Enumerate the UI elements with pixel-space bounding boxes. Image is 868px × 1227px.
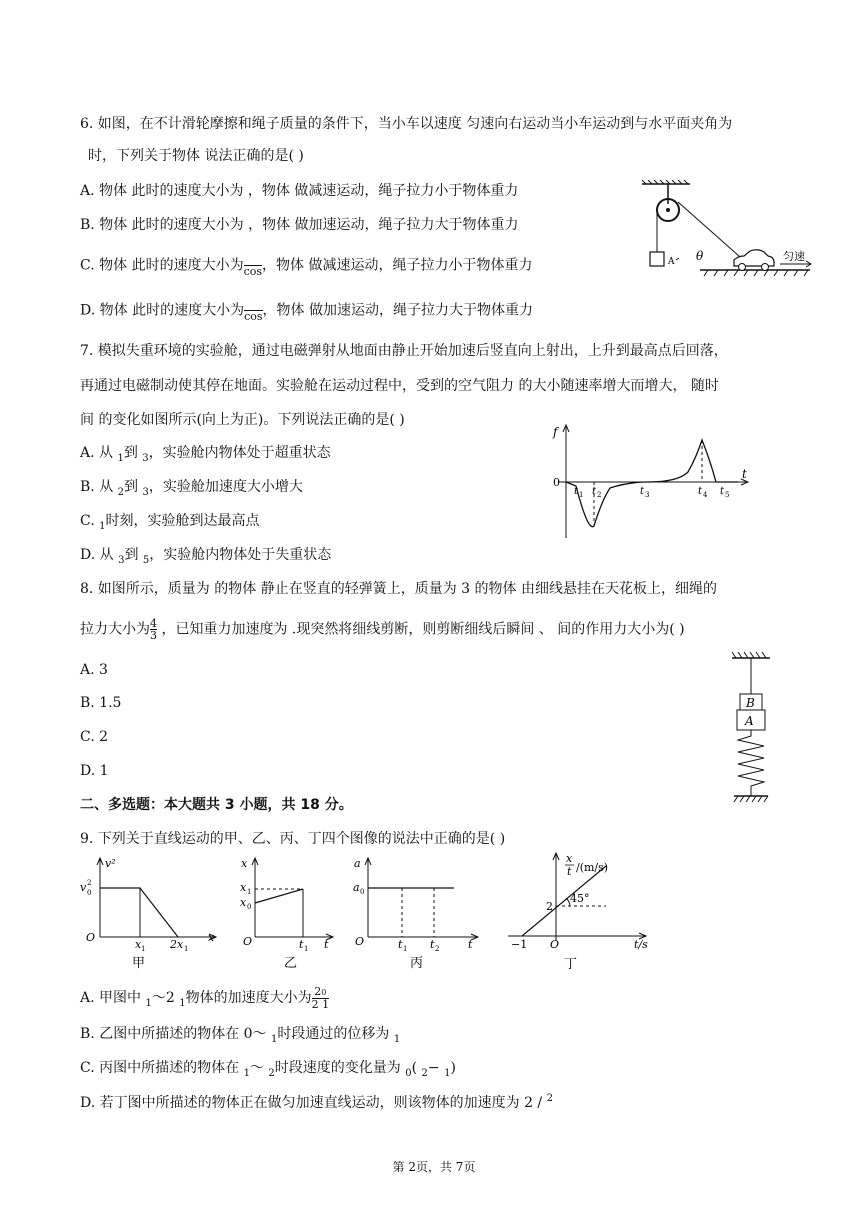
page-footer: 第 2页，共 7页 [392,1160,476,1174]
q8-fraction: $\frac{4}{3}$ [150,617,157,642]
svg-text:t: t [592,486,597,497]
q9-graph-ding [506,848,656,970]
q6-option-d-cos: cos [244,310,263,323]
svg-text:O: O [86,931,96,944]
svg-text:t: t [468,938,473,951]
svg-text:3: 3 [645,491,650,499]
q9-option-a: A. 甲图中 $_1$～2 $_1$物体的加速度大小为$\frac{20}{2 1}$ [80,985,330,1011]
svg-text:4: 4 [703,491,708,499]
q6-option-c-cos: cos [243,265,263,278]
svg-text:O: O [243,935,253,948]
svg-text:v²: v² [105,857,116,870]
q9-stem: 9. 下列关于直线运动的甲、乙、丙、丁四个图像的说法中正确的是( ) [80,831,506,847]
q8-stem-line1: 8. 如图所示，质量为 的物体 静止在竖直的轻弹簧上，质量为 3 的物体 由细线悬挂在天花板上，细绳的 [80,581,717,597]
q8-option-d: D. 1 [80,763,109,779]
q6-fig-label-speed: 匀速 [783,250,805,263]
svg-text:2: 2 [597,491,602,499]
svg-text:5: 5 [725,491,730,499]
svg-text:2x: 2x [170,938,184,951]
svg-text:O: O [355,935,365,948]
car-icon [734,250,774,271]
q6-option-d-fraction [244,299,262,322]
svg-text:x: x [135,938,142,951]
svg-text:x: x [240,896,247,909]
svg-text:45°: 45° [570,892,590,905]
q7-graph-zero: 0 [553,476,560,489]
svg-text:t: t [398,938,403,951]
svg-text:t: t [574,486,579,497]
block-a-icon [650,252,664,266]
spring-icon [738,730,764,796]
q8-option-a: A. 3 [80,662,108,678]
svg-text:1: 1 [304,945,309,953]
svg-text:−1: −1 [511,938,528,951]
svg-text:t: t [299,938,304,951]
q6-option-b: B. 物体 此时的速度大小为 ，物体 做加速运动，绳子拉力大于物体重力 [80,217,519,233]
svg-text:a: a [354,857,361,870]
q7-graph-f: f [553,425,558,439]
q7-stem-line1: 7. 模拟失重环境的实验舱，通过电磁弹射从地面由静止开始加速后竖直向上射出，上升到最高点后回落， [80,343,728,359]
q7-option-b: B. 从 $_2$到 $_3$，实验舱加速度大小增大 [80,479,303,498]
q9-option-c: C. 丙图中所描述的物体在 $_1$～ $_2$时段速度的变化量为 $_0$( $_2$− $_1$) [80,1060,456,1079]
svg-text:x: x [208,931,215,944]
q6-option-c [80,254,532,277]
svg-text:t: t [720,486,725,497]
q8-fig-label-b: B [746,696,755,710]
section-heading: 二、多选题：本大题共 3 小题，共 18 分。 [80,797,353,813]
q8-spring-figure [726,650,776,805]
q7-option-d: D. 从 $_3$到 $_5$，实验舱内物体处于失重状态 [80,547,332,566]
q7-stem-line2: 再通过电磁制动使其停在地面。实验舱在运动过程中，受到的空气阻力 的大小随速率增大而增大， 随时 [80,378,719,394]
q9-graph-yi-name: 乙 [284,956,298,970]
svg-text:2: 2 [87,879,92,887]
q7-force-time-graph [548,420,758,540]
q9-graph-yi [238,855,338,970]
q7-graph-t: t [742,467,747,481]
q6-stem-line2: 时，下列关于物体 说法正确的是( ) [88,148,304,164]
svg-text:x: x [240,881,247,894]
q6-option-c-text1: C. 物体 此时的速度大小为 [80,257,244,274]
svg-text:0: 0 [360,888,365,896]
q9-option-a-fraction: $\frac{20}{2 1}$ [311,985,330,1011]
svg-text:t: t [324,938,329,951]
svg-text:2: 2 [546,900,553,913]
q9-graph-bing-name: 丙 [410,956,424,970]
svg-text:v: v [80,881,87,894]
svg-text:a: a [353,881,360,894]
q8-stem-line2: 拉力大小为$\frac{4}{3}$ ，已知重力加速度为 .现突然将细线剪断，则剪断细线后瞬间 、 间的作用力大小为( ) [80,617,685,642]
q7-option-c: C. $_1$时刻，实验舱到达最高点 [80,513,260,532]
svg-text:1: 1 [579,491,584,499]
q6-option-c-fraction [244,254,262,277]
q6-stem-line1: 6. 如图，在不计滑轮摩擦和绳子质量的条件下，当小车以速度 匀速向右运动当小车运动到与水平面夹角为 [80,116,733,132]
svg-text:1: 1 [141,945,146,953]
q7-option-a: A. 从 $_1$到 $_3$，实验舱内物体处于超重状态 [80,445,331,464]
q7-stem-line3: 间 的变化如图所示(向上为正)。下列说法正确的是( ) [80,412,405,428]
svg-text:1: 1 [184,945,189,953]
svg-text:x: x [241,857,248,870]
q8-fig-label-a: A [745,714,754,728]
q6-pulley-figure [638,180,818,280]
svg-text:2: 2 [435,945,440,953]
svg-text:t: t [698,486,703,497]
q9-option-b: B. 乙图中所描述的物体在 0～ $_1$时段通过的位移为 $_1$ [80,1026,401,1045]
svg-text:0: 0 [87,889,92,897]
svg-text:1: 1 [403,945,408,953]
q6-option-d-text1: D. 物体 此时的速度大小为 [80,302,245,319]
svg-text:0: 0 [247,903,252,911]
svg-text:t: t [430,938,435,951]
q9-graph-jia-name: 甲 [132,956,146,970]
q8-option-c: C. 2 [80,729,109,745]
svg-text:/(m/s): /(m/s) [576,861,609,874]
q6-option-a: A. 物体 此时的速度大小为 ，物体 做减速运动，绳子拉力小于物体重力 [80,183,519,199]
q6-fig-label-a: A [668,257,675,267]
svg-text:t/s: t/s [634,938,648,951]
q9-option-d: D. 若丁图中所描述的物体正在做匀加速直线运动，则该物体的加速度为 2 / $^2$ [80,1093,553,1111]
q6-fig-label-theta: θ [696,249,704,263]
q9-graph-jia [78,855,223,970]
svg-text:x: x [566,852,573,865]
svg-text:O: O [550,938,560,951]
q6-option-d [80,299,533,322]
svg-text:t: t [567,865,572,878]
q9-graph-bing [350,855,485,970]
q6-option-d-text2: ，物体 做加速运动，绳子拉力大于物体重力 [262,302,533,319]
svg-text:t: t [640,486,645,497]
svg-text:1: 1 [247,888,252,896]
q9-graph-ding-name: 丁 [564,957,578,970]
q8-option-b: B. 1.5 [80,695,122,711]
q6-option-c-text2: ，物体 做减速运动，绳子拉力小于物体重力 [262,257,533,274]
